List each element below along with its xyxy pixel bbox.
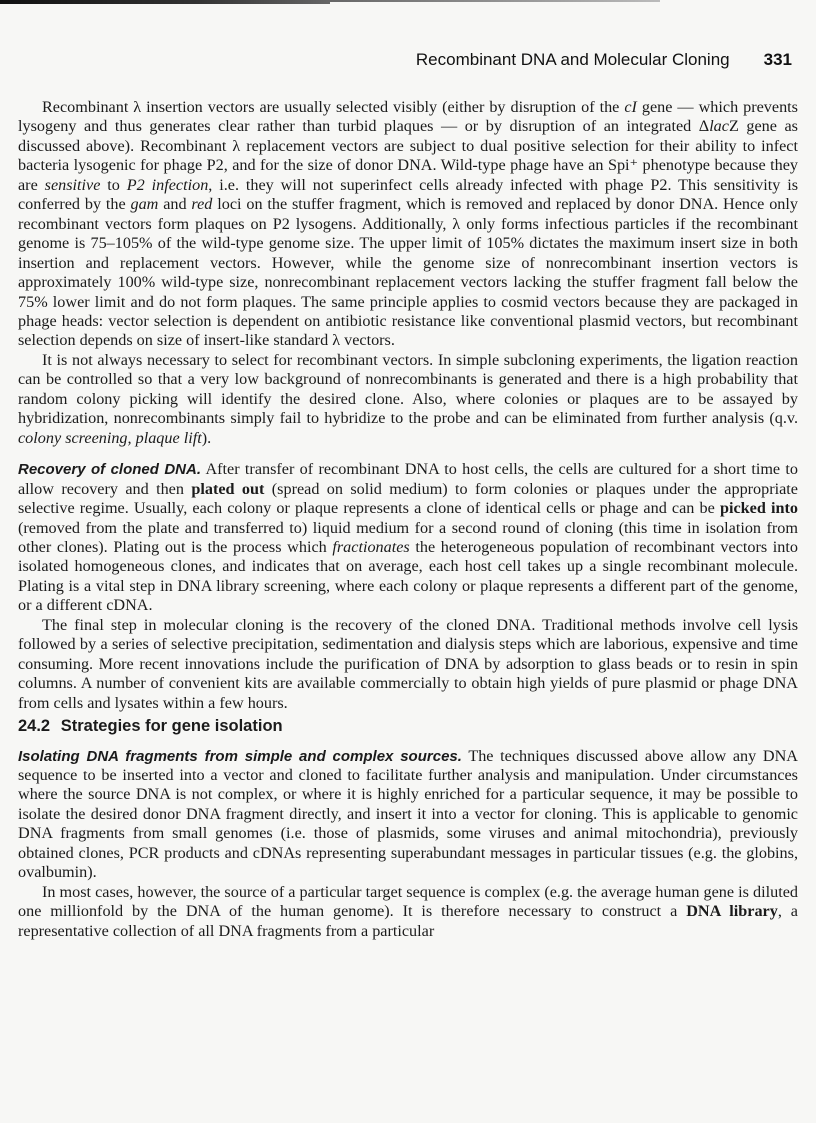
page-body (18, 98, 798, 941)
text-run: , i.e. they will not superinfect cells already infected with phage P2. This sensitivity is conferred by the (18, 175, 799, 214)
italic-term: gam (130, 195, 159, 214)
text-run: (removed from the plate and transferred to) liquid medium for a second round of cloning (this time in isolation from other clones). Plating out is the process which (18, 518, 798, 556)
run-in-heading: Recovery of cloned DNA. (18, 461, 202, 479)
bold-term: picked into (719, 499, 798, 518)
text-run: , a representative collection of all DNA fragments from a particular (18, 902, 798, 940)
section-title: Strategies for gene isolation (60, 717, 283, 736)
paragraph-gap (18, 448, 798, 460)
text-run: (spread on solid medium) to form colonies or plaques under the appropriate selective regime. Usually, each colony or plaque represents a clone of identical cells or phage and can be (18, 479, 798, 518)
top-border-rule (0, 0, 330, 4)
text-run: loci on the stuffer fragment, which is removed and replaced by donor DNA. Hence only recombinant vectors form plaques on P2 lysogens. Additionally, λ only forms infectious particles if the recombinant genome is 75–105% of the wild-type genome size. The upper limit of 105% dictates the maximum insert size in both insertion and replacement vectors. However, while the genome size of nonrecombinant insertion vectors is approximately 100% wild-type size, nonrecombinant replacement vectors lacking the stuffer fragment fall below the 75% lower limit and do not form plaques. The same principle applies to cosmid vectors because they are packaged in phage heads: vector selection is dependent on antibiotic resistance like conventional plasmid vectors, but recombinant selection depends on size of insert-like standard λ vectors. (18, 195, 798, 350)
text-run: The final step in molecular cloning is the recovery of the cloned DNA. Traditional methods involve cell lysis followed by a series of selective precipitation, sedimentation and dialysis steps which are laborious, expensive and time consuming. More recent innovations include the purification of DNA by adsorption to glass beads or to resin in spin columns. A number of convenient kits are available commercially to obtain high yields of pure plasmid or phage DNA from cells and lysates within a few hours. (18, 615, 798, 712)
italic-term: red (191, 195, 213, 214)
text-run: Z gene as discussed above). Recombinant λ replacement vectors are subject to dual positive selection for their ability to infect bacteria lysogenic for phage P2, and for the size of donor DNA. Wild-type phage have an Spi⁺ phenotype because they are (18, 117, 798, 194)
paragraph (18, 883, 798, 941)
text-run: the heterogeneous population of recombinant vectors into isolated homogeneous clones, and indicates that on average, each host cell takes up a single recombinant molecule. Plating is a vital step in DNA library screening, where each colony or plaque represents a different part of the genome, or a different cDNA. (18, 537, 798, 615)
bold-term: DNA library (686, 902, 778, 921)
text-run: gene — which prevents lysogeny and thus generates clear rather than turbid plaques — or by disruption of an integrated Δ (18, 98, 798, 136)
section-heading (18, 717, 798, 736)
paragraph (18, 351, 798, 448)
running-head-title: Recombinant DNA and Molecular Cloning (415, 50, 730, 69)
run-in-heading: Isolating DNA fragments from simple and complex sources. (18, 747, 462, 765)
text-run: In most cases, however, the source of a particular target sequence is complex (e.g. the average human gene is diluted one millionfold by the DNA of the human genome). It is therefore necessary to construct a (18, 882, 798, 921)
bold-term: plated out (191, 479, 265, 498)
italic-term: cI (624, 98, 637, 116)
section-paragraphs (18, 747, 798, 942)
italic-term: lac (709, 117, 729, 136)
top-border-rule-thin (330, 0, 660, 2)
body-paragraphs (18, 98, 798, 713)
text-run: to (100, 175, 127, 194)
italic-term: sensitive (44, 175, 101, 194)
page-number: 331 (763, 50, 792, 69)
paragraph (18, 460, 798, 616)
text-run: The techniques discussed above allow any DNA sequence to be inserted into a vector and cloned to facilitate further analysis and manipulation. Under circumstances where the source DNA is not complex, or where it is highly enriched for a particular sequence, it may be possible to isolate the desired donor DNA fragment directly, and insert it into a vector for cloning. This is applicable to genomic DNA fragments from small genomes (i.e. those of plasmids, some viruses and animal mitochondria), previously obtained clones, PCR products and cDNAs representing superabundant messages in particular tissues (e.g. the globins, ovalbumin). (18, 746, 798, 882)
text-run: and (158, 195, 192, 214)
italic-term: colony screening, plaque lift (18, 428, 202, 447)
paragraph (18, 616, 798, 713)
text-run: Recombinant λ insertion vectors are usually selected visibly (either by disruption of the (42, 98, 625, 116)
italic-term: fractionates (332, 537, 410, 556)
paragraph (18, 747, 798, 883)
italic-term: P2 infection (126, 175, 209, 194)
paragraph (18, 98, 798, 351)
text-run: ). (201, 428, 212, 447)
text-run: It is not always necessary to select for recombinant vectors. In simple subcloning experiments, the ligation reaction can be controlled so that a very low background of nonrecombinants is generated and there is a high probability that random colony picking will identify the desired clone. Also, where colonies or plaques are to be assayed by hybridization, nonrecombinants simply fail to hybridize to the probe and can be eliminated from further analysis (q.v. (18, 350, 798, 428)
text-run: After transfer of recombinant DNA to host cells, the cells are cultured for a short time to allow recovery and then (18, 460, 799, 498)
section-number: 24.2 (18, 717, 51, 736)
running-head (416, 50, 792, 70)
